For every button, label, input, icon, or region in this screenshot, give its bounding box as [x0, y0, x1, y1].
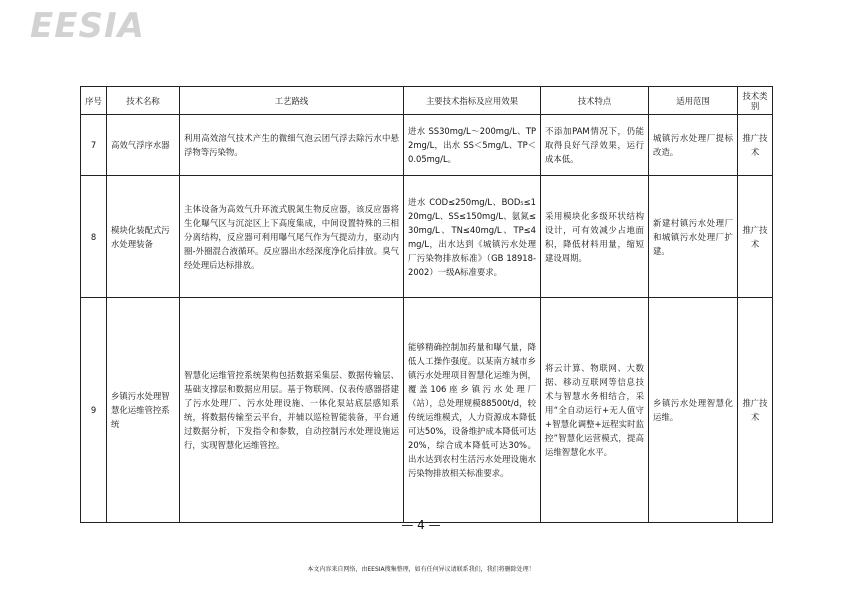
row-category: 推广技术 [738, 115, 773, 176]
row-category: 推广技术 [738, 298, 773, 523]
row-features: 将云计算、物联网、大数据、移动互联网等信息技术与智慧水务相结合，采用“全自动运行+无人值守+智慧化调整+远程实时监控”智慧化运营模式，提高运维智慧化水平。 [541, 298, 649, 523]
table-row [81, 115, 773, 176]
row-no: 7 [81, 115, 107, 176]
table-header-row [81, 87, 773, 115]
row-category: 推广技术 [738, 176, 773, 298]
row-tech-name: 模块化装配式污水处理装备 [107, 176, 180, 298]
row-tech-name: 乡镇污水处理智慧化运维管控系统 [107, 298, 180, 523]
row-features: 采用模块化多级环状结构设计，可有效减少占地面积，降低材料用量，缩短建设周期。 [541, 176, 649, 298]
row-scope: 城镇污水处理厂提标改造。 [649, 115, 738, 176]
row-indicators: 能够精确控制加药量和曝气量，降低人工操作强度。以某南方城市乡镇污水处理项目智慧化运维为例，覆盖106座乡镇污水处理厂（站），总处理规模88500t/d，较传统运维模式，人力资源成本降低可达50%，设备维护成本降低可达20%，综合成本降低可达30%。出水达到农村生活污水处理设施水污染物排放相关标准要求。 [404, 298, 541, 523]
row-scope: 新建村镇污水处理厂和城镇污水处理厂扩建。 [649, 176, 738, 298]
row-no: 8 [81, 176, 107, 298]
row-no: 9 [81, 298, 107, 523]
row-route: 智慧化运维管控系统架构包括数据采集层、数据传输层、基础支撑层和数据应用层。基于物联网、仪表传感器搭建了污水处理厂、污水处理设施、一体化泵站底层感知系统，将数据传输至云平台，并辅以巡检智能装备，平台通过数据分析，下发指令和参数，自动控制污水处理设施运行，实现智慧化运维管控。 [180, 298, 404, 523]
row-indicators: 进水 COD≤250mg/L、BOD₅≤120mg/L、SS≤150mg/L、氨氮≤30mg/L、TN≤40mg/L、TP≤4mg/L，出水达到《城镇污水处理厂污染物排放标准》（GB 18918-2002）一级A标准要求。 [404, 176, 541, 298]
header-scope: 适用范围 [649, 87, 738, 115]
page-number: — 4 — [401, 518, 441, 532]
row-features: 不添加PAM情况下，仍能取得良好气浮效果，运行成本低。 [541, 115, 649, 176]
row-route: 利用高效溶气技术产生的微细气泡云团气浮去除污水中悬浮物等污染物。 [180, 115, 404, 176]
header-features: 技术特点 [541, 87, 649, 115]
header-indicators: 主要技术指标及应用效果 [404, 87, 541, 115]
header-route: 工艺路线 [180, 87, 404, 115]
technology-table [80, 86, 773, 523]
eesia-logo: EESIA [30, 6, 145, 46]
row-scope: 乡镇污水处理智慧化运维。 [649, 298, 738, 523]
row-route: 主体设备为高效气升环流式脱氮生物反应器，该反应器将生化曝气区与沉淀区上下高度集成，中间设置特殊的三相分离结构，反应器可利用曝气尾气作为气提动力，驱动内圈-外圈混合液循环。反应器出水经深度净化后排放。臭气经处理后达标排放。 [180, 176, 404, 298]
header-name: 技术名称 [107, 87, 180, 115]
row-indicators: 进水 SS30mg/L～200mg/L、TP2mg/L，出水 SS＜5mg/L、TP＜0.05mg/L。 [404, 115, 541, 176]
header-no: 序号 [81, 87, 107, 115]
table-row [81, 176, 773, 298]
footer-disclaimer: 本文内容来自网络，由EESIA搜集整理，如有任何异议请联系我们，我们将删除处理！ [307, 566, 535, 573]
row-tech-name: 高效气浮序水器 [107, 115, 180, 176]
table-row [81, 298, 773, 523]
header-category: 技术类别 [738, 87, 773, 115]
